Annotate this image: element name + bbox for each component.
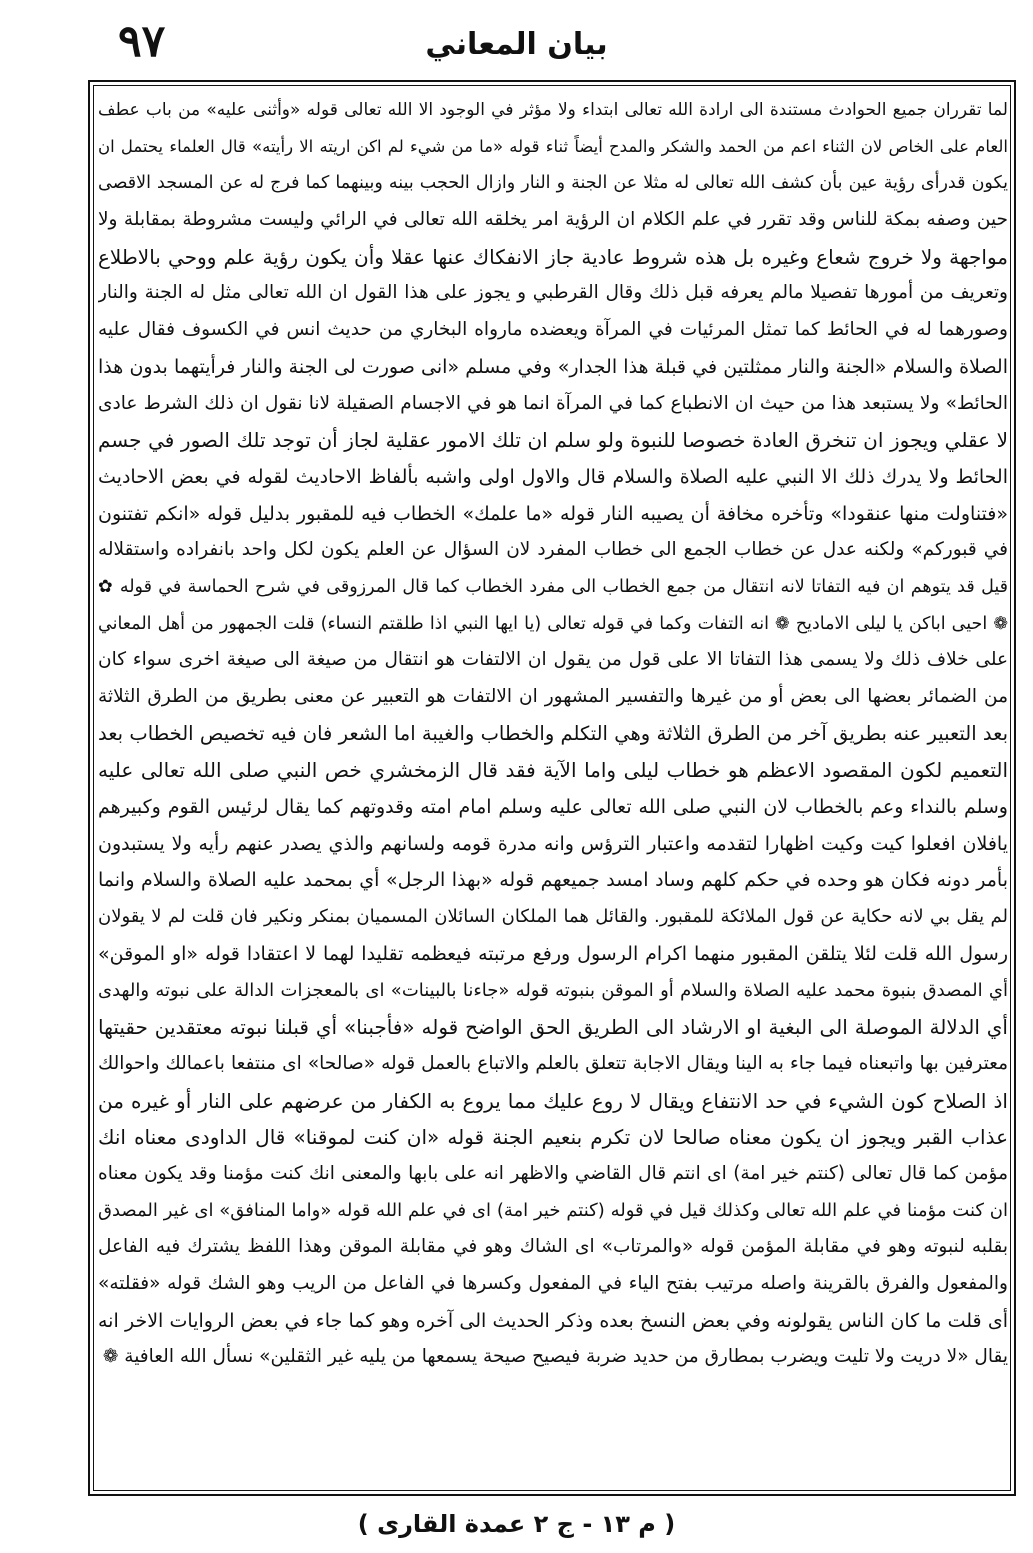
text-line: حين وصفه بمكة للناس وقد تقرر في علم الكلام ان الرؤية امر يخلقه الله تعالى في الرائي وليست مشروطة بمقابلة ولا [98,209,1008,231]
text-line: يافلان افعلوا كيت وكيت اظهارا لتقدمه واعتبار الترؤس وانه مدرة قومه ولسانهم والذي يصدر عنهم رأيه ولا يستبدون [98,832,1008,855]
text-line: لم يقل بي لانه حكاية عن قول الملائكة للمقبور. والقائل هما الملكان السائلان المسميان بمنكر ونكير فان قلت لم لا يقولان [98,906,1008,928]
text-line: «فتناولت منها عنقودا» وتأخره مخافة أن يصيبه النار قوله «ما علمك» الخطاب فيه للمقبور بدليل قوله «انكم تفتنون [98,502,1008,525]
text-line: على خلاف ذلك ولا يسمى هذا التفاتا الا على قول من يقول ان الالتفات هو انتقال من صيغة الى صيغة اخرى سواء كان [98,649,1008,671]
text-line: يكون قدرأى رؤية عين بأن كشف الله تعالى له مثلا عن الجنة و النار وازال الحجب بينه وبينهما كما فرج له عن المسجد الاقصى [98,173,1008,194]
text-line: والمفعول والفرق بالقرينة واصله مرتيب بفتح الياء في المفعول وكسرها في الفاعل من الريب وهو الشك قوله «فقلته» [98,1273,1008,1294]
text-line: أى قلت ما كان الناس يقولونه وفي بعض النسخ بعده وذكر الحديث الى آخره وهو كما جاء في بعض الروايات الاخر انه [98,1309,1008,1332]
text-line: في قبوركم» ولكنه عدل عن خطاب الجمع الى خطاب المفرد لان السؤال عن العلم يكون لكل واحد بانفراده واستقلاله [98,539,1008,561]
text-line: لما تقرران جميع الحوادث مستندة الى ارادة الله تعالى ابتداء ولا مؤثر في الوجود الا الله تعالى قوله «وأثنى عليه» من باب عطف [98,100,1008,120]
text-line: معترفين بها واتبعناه فيما جاء به الينا ويقال الاجابة تتعلق بالعلم والاتباع بالعمل قوله «صالحا» اى منتفعا باعمالك واحوالك [98,1052,1008,1074]
text-line: الصلاة والسلام «الجنة والنار ممثلتين في قبلة هذا الجدار» وفي مسلم «انى صورت لى الجنة والنار فرأيتهما بدون هذا [98,355,1008,378]
text-line: من الضمائر بعضها الى بعض أو من غيرها والتفسير المشهور ان الالتفات هو التعبير عن معنى بطريق من الطرق الثلاثة [98,686,1008,707]
text-line: بعد التعبير عنه بطريق آخر من الطرق الثلاثة وهي التكلم والخطاب والغيبة اما الشعر فان فيه تخصيص الخطاب بعد [98,721,1008,745]
page-header [0,0,1033,78]
running-title: بيان المعاني [425,27,608,62]
body-text [98,92,1008,1376]
text-line: رسول الله قلت لئلا يتلقن المقبور منهما اكرام الرسول ورفع مرتبته فيعظمه تقليدا لهما لا اعتقادا قوله «او الموقن» [98,942,1008,965]
text-line: أي المصدق بنبوة محمد عليه الصلاة والسلام أو الموقن بنبوته قوله «جاءنا بالبينات» اى بالمعجزات الدالة على نبوته والهدى [98,979,1008,1001]
text-line: عذاب القبر ويجوز ان يكون معناه صالحا لان تكرم بنعيم الجنة قوله «ان كنت لموقنا» قال الداودى معناه انك [98,1125,1008,1150]
text-line: لا عقلي ويجوز ان تنخرق العادة خصوصا للنبوة ولو سلم ان تلك الامور عقلية لجاز أن توجد تلك الصور في جسم [98,428,1008,453]
text-line: ❁ احيى اباكن يا ليلى الاماديح ❁ انه التفات وكما في قوله تعالى (يا ايها النبي اذا طلقتم النساء) قلت الجمهور من أهل المعاني [98,613,1008,634]
text-line: الحائط ولا يدرك ذلك الا النبي عليه الصلاة والسلام قال والاول اولى واشبه بألفاظ الاحاديث لقوله في بعض الاحاديث [98,465,1008,488]
text-line: مواجهة ولا خروج شعاع وغيره بل هذه شروط عادية جاز الانفكاك عنها عقلا وأن يكون رؤية علم ووحي بالاطلاع [98,244,1008,269]
text-line: أي الدلالة الموصلة الى البغية او الارشاد الى الطريق الحق الواضح قوله «فأجبنا» أي قبلنا نبوته معتقدين حقيتها [98,1015,1008,1040]
text-line: مؤمن كما قال تعالى (كنتم خير امة) اى انتم قال القاضي والاظهر انه على بابها والمعنى انك كنت مؤمنا وقد يكون معناه [98,1162,1008,1184]
text-line: بقلبه لنبوته وهو في مقابلة المؤمن قوله «والمرتاب» اى الشاك وهو في مقابلة الموقن وهذا اللفظ يشترك فيه الفاعل [98,1236,1008,1258]
text-line: اذ الصلاح كون الشيء في حد الانتفاع ويقال لا روع عليك مما يروع به الكفار من عرضهم على النار أو غيره من [98,1088,1008,1113]
text-line: ان كنت مؤمنا في علم الله تعالى وكذلك قيل في قوله (كنتم خير امة) اى في علم الله قوله «واما المنافق» اى غير المصدق [98,1199,1008,1221]
text-line: العام على الخاص لان الثناء اعم من الحمد والشكر والمدح أيضاً ثناء قوله «ما من شيء لم اكن اريته الا رأيته» قال العلماء يحتمل ان [98,136,1008,156]
text-line: بأمر دونه فكان هو وحده في حكم كلهم وساد امسد جميعهم قوله «بهذا الرجل» أي بمحمد عليه الصلاة والسلام وانما [98,869,1008,892]
text-line: وصورهما له في الحائط كما تمثل المرئيات في المرآة ويعضده مارواه البخاري من حديث انس في الكسوف فقال عليه [98,319,1008,341]
text-line: يقال «لا دريت ولا تليت ويضرب بمطارق من حديد ضربة فيصيح صيحة يسمعها من يليه غير الثقلين» نسأل الله العافية ❁ [102,1346,1008,1368]
page-number: ٩٧ [118,16,166,67]
text-line: التعميم لكون المقصود الاعظم هو خطاب ليلى واما الآية فقد قال الزمخشري خص النبي صلى الله تعالى عليه [98,758,1008,783]
text-line: الحائط» ولا يستبعد هذا من حيث ان الانطباع كما في المرآة انما هو في الاجسام الصقيلة لانا نقول ان ذلك الشرط عادى [98,392,1008,414]
text-line: وسلم بالنداء وعم بالخطاب لان النبي صلى الله تعالى عليه وسلم امام امته وقدوتهم كما يقال لرئيس القوم وكبيرهم [98,796,1008,819]
footer-signature: ( م ١٣ - ج ٢ عمدة القارى ) [357,1510,676,1538]
text-line: وتعريف من أمورها تفصيلا مالم يعرفه قبل ذلك وقال القرطبي و يجوز على هذا القول ان الله تعالى مثل له الجنة والنار [98,282,1008,304]
text-line: قيل قد يتوهم ان فيه التفاتا لانه انتقال من جمع الخطاب الى مفرد الخطاب كما قال المرزوقى في شرح الحماسة في قوله ✿ [98,576,1008,597]
